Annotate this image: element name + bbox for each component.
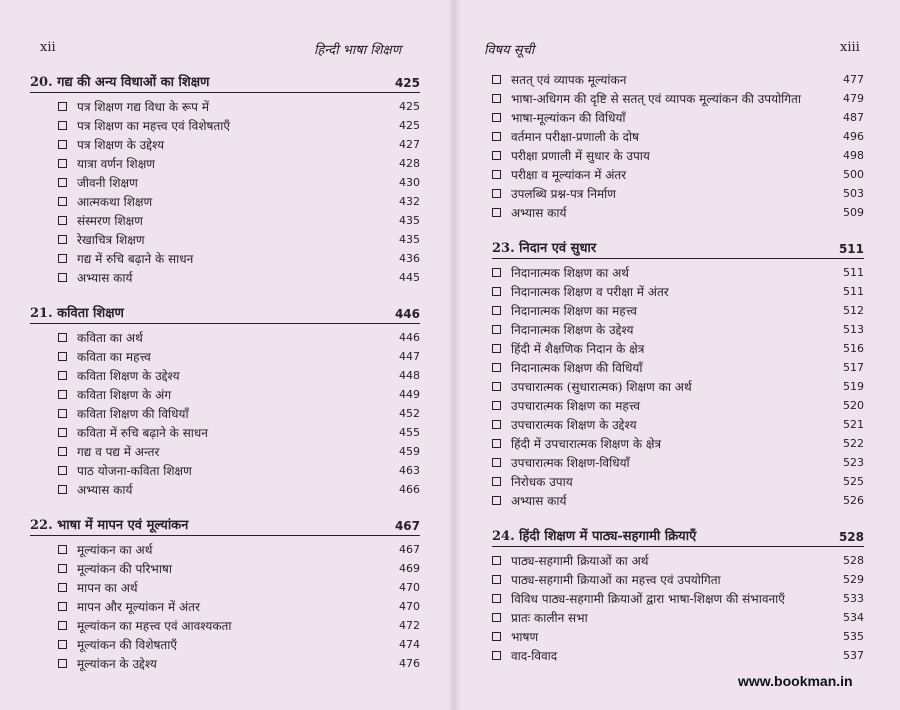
toc-item-text: हिंदी में उपचारात्मक शिक्षण के क्षेत्र [511,437,662,451]
toc-item-label [58,269,394,286]
toc-item-label [492,71,838,88]
toc-item-text: अभ्यास कार्य [77,271,133,285]
toc-item-text: निरोधक उपाय [511,475,573,489]
chapter-items [492,263,864,510]
toc-item [492,415,864,434]
chapter-heading [492,522,864,547]
checkbox-bullet-icon [492,170,501,179]
toc-item [30,635,420,654]
checkbox-bullet-icon [492,306,501,315]
chapter-title: 20. गद्य की अन्य विधाओं का शिक्षण [30,75,210,90]
toc-item-text: गद्य व पद्य में अन्तर [77,445,160,459]
toc-item-label [58,405,394,422]
checkbox-bullet-icon [58,273,67,282]
toc-item-text: पाठ योजना-कविता शिक्षण [77,464,192,478]
toc-item-text: वर्तमान परीक्षा-प्रणाली के दोष [511,130,639,144]
checkbox-bullet-icon [492,651,501,660]
toc-item-text: निदानात्मक शिक्षण का अर्थ [511,266,629,280]
checkbox-bullet-icon [492,189,501,198]
checkbox-bullet-icon [58,466,67,475]
toc-item-label [492,473,838,490]
checkbox-bullet-icon [492,382,501,391]
checkbox-bullet-icon [58,140,67,149]
toc-item-text: गद्य में रुचि बढ़ाने के साधन [77,252,194,266]
toc-item [492,165,864,184]
toc-item [30,559,420,578]
checkbox-bullet-icon [58,235,67,244]
toc-item-text: भाषण [511,630,539,644]
toc-item [30,540,420,559]
chapter-page: 467 [394,519,420,533]
toc-item-text: परीक्षा प्रणाली में सुधार के उपाय [511,149,650,163]
checkbox-bullet-icon [492,75,501,84]
toc-item-page: 516 [843,342,864,355]
toc-item [30,616,420,635]
toc-item [492,608,864,627]
checkbox-bullet-icon [492,458,501,467]
toc-item-label [492,492,838,509]
checkbox-bullet-icon [492,613,501,622]
toc-item [492,146,864,165]
toc-item [30,135,420,154]
toc-item-page: 519 [843,380,864,393]
toc-item-page: 466 [399,483,420,496]
toc-item [492,472,864,491]
toc-item-text: पत्र शिक्षण गद्य विधा के रूप में [77,100,209,114]
toc-item [30,268,420,287]
checkbox-bullet-icon [58,371,67,380]
checkbox-bullet-icon [58,102,67,111]
toc-item-text: पत्र शिक्षण का महत्त्व एवं विशेषताएँ [77,119,231,133]
checkbox-bullet-icon [58,659,67,668]
checkbox-bullet-icon [58,390,67,399]
toc-item-page: 500 [843,168,864,181]
toc-item-page: 470 [399,600,420,613]
checkbox-bullet-icon [492,496,501,505]
toc-item-text: अभ्यास कार्य [511,494,567,508]
toc-item-page: 498 [843,149,864,162]
toc-item [30,328,420,347]
toc-item-page: 430 [399,176,420,189]
toc-item-text: पाठ्य-सहगामी क्रियाओं का अर्थ [511,554,649,568]
toc-item-label [58,348,394,365]
toc-item-page: 435 [399,233,420,246]
toc-item [492,491,864,510]
checkbox-bullet-icon [492,556,501,565]
chapter-page: 511 [838,242,864,256]
toc-item-page: 511 [843,285,864,298]
toc-item [30,461,420,480]
checkbox-bullet-icon [58,254,67,263]
left-page [0,0,448,700]
toc-item-label [492,283,838,300]
toc-item-label [58,193,394,210]
toc-item-label [492,647,838,664]
toc-item-page: 435 [399,214,420,227]
left-running-header: हिन्दी भाषा शिक्षण [314,43,402,58]
toc-item-label [492,590,838,607]
book-gutter [448,0,462,710]
toc-item-page: 425 [399,119,420,132]
toc-item-page: 511 [843,266,864,279]
checkbox-bullet-icon [492,287,501,296]
toc-item-text: अभ्यास कार्य [77,483,133,497]
toc-item-text: संस्मरण शिक्षण [77,214,143,228]
toc-item-text: हिंदी में शैक्षणिक निदान के क्षेत्र [511,342,645,356]
chapter-title: 24. हिंदी शिक्षण में पाठ्य-सहगामी क्रियाएँ [492,529,697,544]
checkbox-bullet-icon [492,420,501,429]
toc-item-page: 517 [843,361,864,374]
chapter-heading [492,234,864,259]
toc-item-label [492,571,838,588]
checkbox-bullet-icon [58,428,67,437]
chapter-items [492,551,864,665]
checkbox-bullet-icon [58,159,67,168]
toc-item-page: 474 [399,638,420,651]
toc-item [492,203,864,222]
right-running-header: विषय सूची [484,43,535,58]
toc-item-label [58,424,394,441]
toc-item-label [492,552,838,569]
toc-item-text: उपचारात्मक शिक्षण के उद्देश्य [511,418,637,432]
toc-item-label [492,90,838,107]
toc-item-label [58,329,394,346]
toc-item-text: उपचारात्मक (सुधारात्मक) शिक्षण का अर्थ [511,380,692,394]
watermark: www.bookman.in [738,673,853,689]
toc-item [492,89,864,108]
toc-item-page: 463 [399,464,420,477]
toc-item-page: 535 [843,630,864,643]
chapter-heading [30,299,420,324]
toc-item [492,127,864,146]
toc-item-label [58,617,394,634]
toc-item-text: यात्रा वर्णन शिक्षण [77,157,155,171]
toc-item-page: 427 [399,138,420,151]
toc-item-page: 470 [399,581,420,594]
toc-item-page: 432 [399,195,420,208]
toc-item-label [492,128,838,145]
toc-item-label [58,655,394,672]
checkbox-bullet-icon [58,621,67,630]
right-page-number: xiii [840,40,860,55]
toc-item-text: पत्र शिक्षण के उद्देश्य [77,138,165,152]
toc-item-text: मूल्यांकन का महत्त्व एवं आवश्यकता [77,619,232,633]
toc-item-text: कविता में रुचि बढ़ाने के साधन [77,426,208,440]
checkbox-bullet-icon [492,594,501,603]
checkbox-bullet-icon [58,216,67,225]
toc-item-label [492,340,838,357]
toc-item-label [492,454,838,471]
toc-item-page: 477 [843,73,864,86]
checkbox-bullet-icon [492,132,501,141]
toc-item-page: 533 [843,592,864,605]
checkbox-bullet-icon [58,352,67,361]
toc-item-page: 447 [399,350,420,363]
toc-item-page: 455 [399,426,420,439]
toc-item-page: 521 [843,418,864,431]
toc-item-text: अभ्यास कार्य [511,206,567,220]
chapter-items [30,97,420,287]
checkbox-bullet-icon [492,401,501,410]
toc-item-page: 509 [843,206,864,219]
toc-item-label [58,98,394,115]
toc-item-page: 449 [399,388,420,401]
toc-item [492,589,864,608]
right-toc [492,66,864,665]
toc-item-page: 476 [399,657,420,670]
checkbox-bullet-icon [492,268,501,277]
toc-item [30,154,420,173]
toc-item-text: परीक्षा व मूल्यांकन में अंतर [511,168,627,182]
toc-item [30,230,420,249]
toc-item-label [58,443,394,460]
toc-item-text: कविता शिक्षण के उद्देश्य [77,369,180,383]
checkbox-bullet-icon [492,151,501,160]
toc-item-page: 512 [843,304,864,317]
toc-item-text: कविता का अर्थ [77,331,143,345]
toc-item-page: 528 [843,554,864,567]
toc-item-label [58,117,394,134]
toc-item [492,339,864,358]
toc-item [30,442,420,461]
checkbox-bullet-icon [492,113,501,122]
checkbox-bullet-icon [58,333,67,342]
toc-item [492,358,864,377]
toc-item-page: 446 [399,331,420,344]
toc-item [492,453,864,472]
toc-item-text: भाषा-मूल्यांकन की विधियाँ [511,111,626,125]
toc-item-page: 467 [399,543,420,556]
toc-item-text: कविता का महत्त्व [77,350,151,364]
toc-item [492,320,864,339]
toc-item-page: 526 [843,494,864,507]
toc-item-page: 534 [843,611,864,624]
toc-item [30,249,420,268]
toc-item-text: मूल्यांकन का अर्थ [77,543,153,557]
checkbox-bullet-icon [58,447,67,456]
toc-item-label [492,416,838,433]
toc-item-label [58,386,394,403]
chapter-title: 22. भाषा में मापन एवं मूल्यांकन [30,518,189,533]
checkbox-bullet-icon [58,602,67,611]
toc-item [30,116,420,135]
toc-item-page: 436 [399,252,420,265]
checkbox-bullet-icon [492,477,501,486]
toc-item [492,396,864,415]
chapter-title: 21. कविता शिक्षण [30,306,124,321]
toc-item-label [58,636,394,653]
toc-item-label [492,609,838,626]
toc-item [492,434,864,453]
toc-item-label [58,541,394,558]
toc-item-text: वाद-विवाद [511,649,558,663]
checkbox-bullet-icon [58,485,67,494]
toc-item [492,627,864,646]
toc-item-page: 469 [399,562,420,575]
toc-item-page: 522 [843,437,864,450]
toc-item [492,263,864,282]
toc-item [492,377,864,396]
toc-item-label [58,231,394,248]
toc-item-page: 503 [843,187,864,200]
chapter-page: 528 [838,530,864,544]
toc-item-label [492,321,838,338]
toc-item-label [492,185,838,202]
toc-item-label [58,560,394,577]
toc-item [492,551,864,570]
toc-item-page: 479 [843,92,864,105]
toc-item [492,184,864,203]
toc-item-label [492,147,838,164]
toc-item-text: रेखाचित्र शिक्षण [77,233,145,247]
checkbox-bullet-icon [58,409,67,418]
toc-item [30,366,420,385]
toc-item-text: मापन का अर्थ [77,581,138,595]
toc-item [30,192,420,211]
left-page-number: xii [40,40,56,55]
toc-item [492,301,864,320]
toc-item-page: 529 [843,573,864,586]
toc-item-text: निदानात्मक शिक्षण की विधियाँ [511,361,643,375]
checkbox-bullet-icon [492,363,501,372]
chapter-heading [30,68,420,93]
toc-item [30,423,420,442]
checkbox-bullet-icon [492,344,501,353]
toc-item-label [58,136,394,153]
checkbox-bullet-icon [492,575,501,584]
toc-item-label [492,109,838,126]
toc-item-page: 525 [843,475,864,488]
toc-item-label [492,628,838,645]
toc-item [30,173,420,192]
toc-item-label [492,397,838,414]
toc-item-text: सतत् एवं व्यापक मूल्यांकन [511,73,627,87]
toc-item [30,404,420,423]
toc-item-page: 523 [843,456,864,469]
toc-item [492,646,864,665]
checkbox-bullet-icon [492,632,501,641]
toc-item-label [58,155,394,172]
toc-item [492,282,864,301]
toc-item-page: 445 [399,271,420,284]
toc-item-page: 452 [399,407,420,420]
toc-item-label [492,378,838,395]
toc-item-text: पाठ्य-सहगामी क्रियाओं का महत्त्व एवं उपयोगिता [511,573,721,587]
toc-item-text: कविता शिक्षण की विधियाँ [77,407,189,421]
checkbox-bullet-icon [58,640,67,649]
toc-item [30,654,420,673]
toc-item-page: 487 [843,111,864,124]
toc-item-text: आत्मकथा शिक्षण [77,195,153,209]
toc-item-page: 472 [399,619,420,632]
toc-item-text: जीवनी शिक्षण [77,176,138,190]
toc-item-page: 520 [843,399,864,412]
toc-item-label [58,367,394,384]
toc-item-text: उपचारात्मक शिक्षण-विधियाँ [511,456,630,470]
checkbox-bullet-icon [492,94,501,103]
toc-item-text: भाषा-अधिगम की दृष्टि से सतत् एवं व्यापक मूल्यांकन की उपयोगिता [511,92,801,106]
chapter-items [30,540,420,673]
toc-item [30,211,420,230]
toc-item-page: 428 [399,157,420,170]
toc-item-text: निदानात्मक शिक्षण के उद्देश्य [511,323,634,337]
checkbox-bullet-icon [492,439,501,448]
toc-item-label [492,166,838,183]
toc-item-text: मूल्यांकन के उद्देश्य [77,657,157,671]
toc-item [492,108,864,127]
toc-item-text: निदानात्मक शिक्षण व परीक्षा में अंतर [511,285,669,299]
toc-item [30,597,420,616]
toc-item-text: प्रातः कालीन सभा [511,611,588,625]
toc-item-page: 513 [843,323,864,336]
left-toc [30,68,420,673]
toc-item-text: निदानात्मक शिक्षण का महत्त्व [511,304,637,318]
checkbox-bullet-icon [58,564,67,573]
toc-item-page: 496 [843,130,864,143]
toc-item-text: मूल्यांकन की परिभाषा [77,562,172,576]
toc-item-text: उपचारात्मक शिक्षण का महत्त्व [511,399,641,413]
toc-item-text: उपलब्धि प्रश्न-पत्र निर्माण [511,187,616,201]
toc-item-page: 537 [843,649,864,662]
toc-item-label [58,579,394,596]
checkbox-bullet-icon [58,545,67,554]
checkbox-bullet-icon [58,178,67,187]
toc-item-label [492,264,838,281]
toc-item [30,347,420,366]
toc-item-text: मूल्यांकन की विशेषताएँ [77,638,178,652]
toc-item [30,385,420,404]
right-page [462,0,900,700]
toc-item [30,480,420,499]
chapter-items [30,328,420,499]
toc-item-label [492,435,838,452]
chapter-page: 446 [394,307,420,321]
toc-item [30,578,420,597]
checkbox-bullet-icon [58,197,67,206]
checkbox-bullet-icon [58,121,67,130]
toc-item-label [58,174,394,191]
toc-item [492,70,864,89]
toc-item-label [58,598,394,615]
toc-item-label [492,359,838,376]
toc-item-label [58,481,394,498]
chapter-heading [30,511,420,536]
toc-item-label [58,212,394,229]
toc-item-label [58,250,394,267]
toc-item-label [58,462,394,479]
checkbox-bullet-icon [58,583,67,592]
toc-item [30,97,420,116]
toc-item-text: मापन और मूल्यांकन में अंतर [77,600,200,614]
chapter-page: 425 [394,76,420,90]
toc-item-page: 448 [399,369,420,382]
toc-item-text: विविध पाठ्य-सहगामी क्रियाओं द्वारा भाषा-शिक्षण की संभावनाएँ [511,592,785,606]
checkbox-bullet-icon [492,208,501,217]
checkbox-bullet-icon [492,325,501,334]
continued-items [492,70,864,222]
toc-item-page: 425 [399,100,420,113]
toc-item-label [492,302,838,319]
chapter-title: 23. निदान एवं सुधार [492,241,597,256]
toc-item-text: कविता शिक्षण के अंग [77,388,172,402]
toc-item-page: 459 [399,445,420,458]
toc-item-label [492,204,838,221]
toc-item [492,570,864,589]
